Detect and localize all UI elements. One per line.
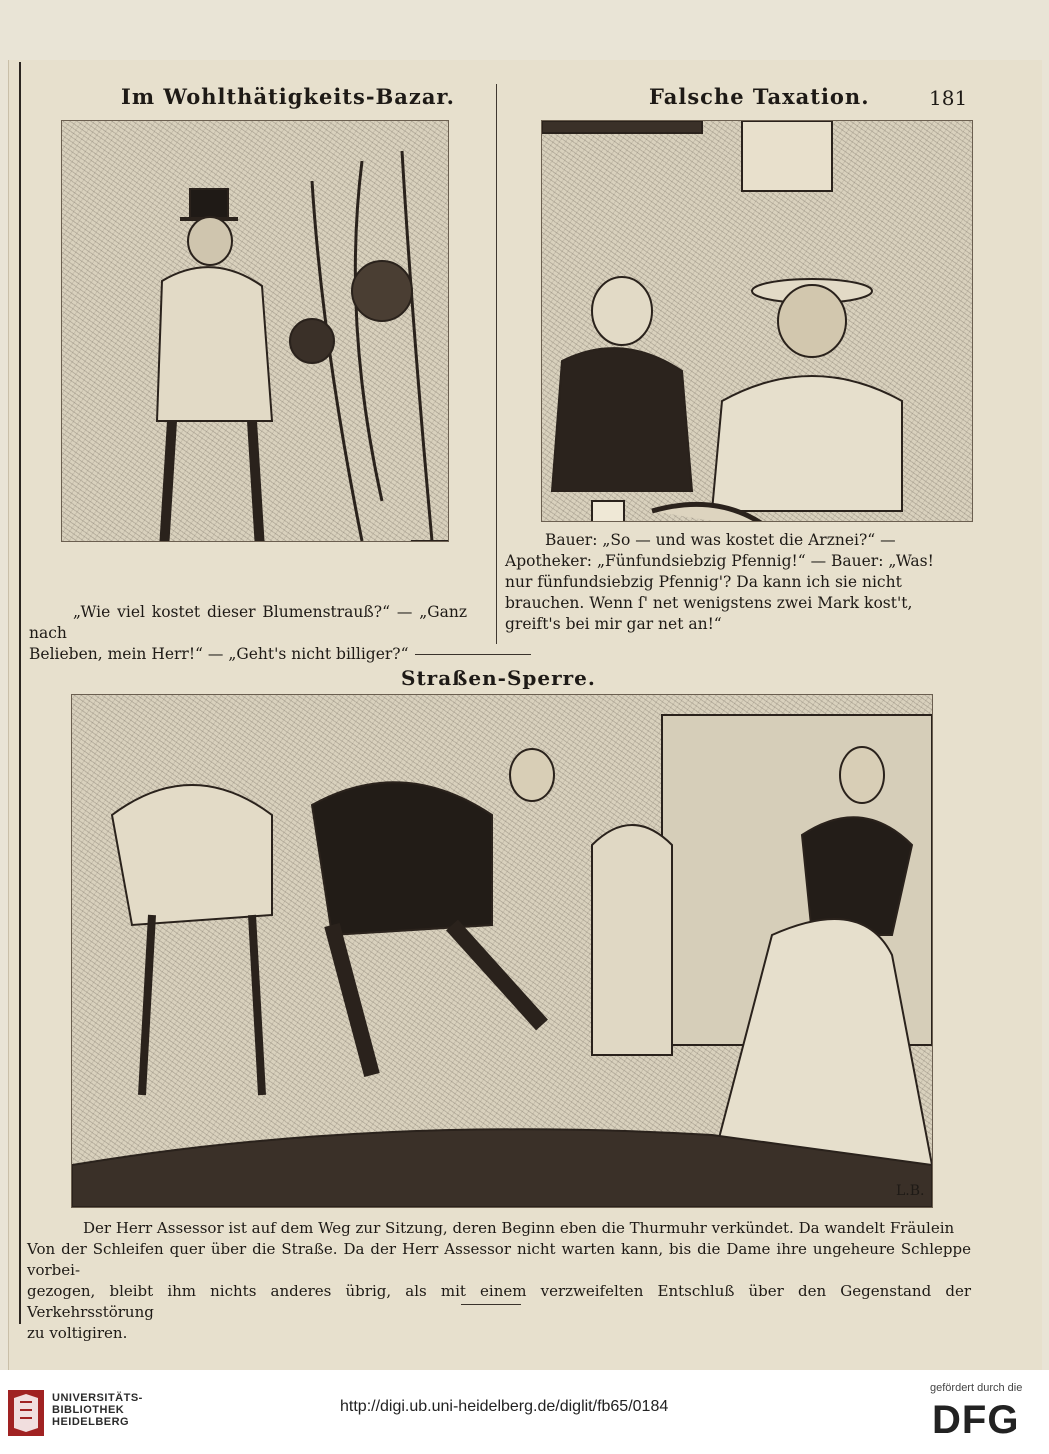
right-heading: Falsche Taxation. [649,84,870,109]
bottom-heading: Straßen-Sperre. [401,666,596,690]
section-rule [415,654,531,655]
bazaar-caption-line-2: Belieben, mein Herr!“ — „Geht's nicht billiger?“ [29,645,409,663]
page-number: 181 [929,86,968,110]
dfg-logo: DFG [932,1398,1020,1442]
page-frame [19,62,979,1342]
pharmacy-engraving [542,121,972,521]
permalink[interactable]: http://digi.ub.uni-heidelberg.de/diglit/fb65/0184 [340,1398,669,1415]
taxation-caption-line-4: brauchen. Wenn ſ' net wenigstens zwei Mark kost't, [505,594,913,612]
university-name-line-3: HEIDELBERG [52,1416,130,1428]
university-name-line-1: UNIVERSITÄTS- [52,1392,143,1404]
bazaar-illustration [61,120,449,542]
university-name [52,1392,143,1428]
end-rule [461,1304,521,1305]
digitization-footer [0,1370,1049,1454]
taxation-caption-line-3: nur fünfundsiebzig Pfennig'? Da kann ich sie nicht [505,573,902,591]
street-caption [27,1218,971,1344]
bazaar-engraving [62,121,448,541]
artist-signature: L.B. [896,1183,925,1199]
magazine-page [8,60,1042,1370]
taxation-caption-line-1: Bauer: „So — und was kostet die Arznei?“ — [545,531,896,549]
pharmacy-illustration [541,120,973,522]
column-divider [496,84,497,644]
taxation-caption-line-2: Apotheker: „Fünfundsiebzig Pfennig!“ — Bauer: „Was! [505,552,934,570]
street-caption-line-2: Von der Schleifen quer über die Straße. Da der Herr Assessor nicht warten kann, bis die Dame ihre ungeheure Schleppe vorbei- [27,1240,971,1279]
taxation-caption [505,530,971,635]
street-caption-line-4: zu voltigiren. [27,1324,128,1342]
bazaar-caption-line-1: „Wie viel kostet dieser Blumenstrauß?“ — „Ganz nach [29,603,467,642]
taxation-caption-line-5: greift's bei mir gar net an!“ [505,615,722,633]
street-engraving [72,695,932,1207]
university-seal-icon [6,1388,46,1438]
left-heading: Im Wohlthätigkeits-Bazar. [121,84,455,109]
street-illustration [71,694,933,1208]
university-name-line-2: BIBLIOTHEK [52,1404,125,1416]
street-caption-line-1: Der Herr Assessor ist auf dem Weg zur Sitzung, deren Beginn eben die Thurmuhr verkündet. Da wandelt Fräulein [83,1219,955,1237]
street-caption-line-3: gezogen, bleibt ihm nichts anderes übrig, als mit einem verzweifelten Entschluß über den Gegenstand der Verkehrsstörung [27,1282,971,1321]
bazaar-caption [29,602,467,665]
funding-note: gefördert durch die [930,1382,1023,1394]
